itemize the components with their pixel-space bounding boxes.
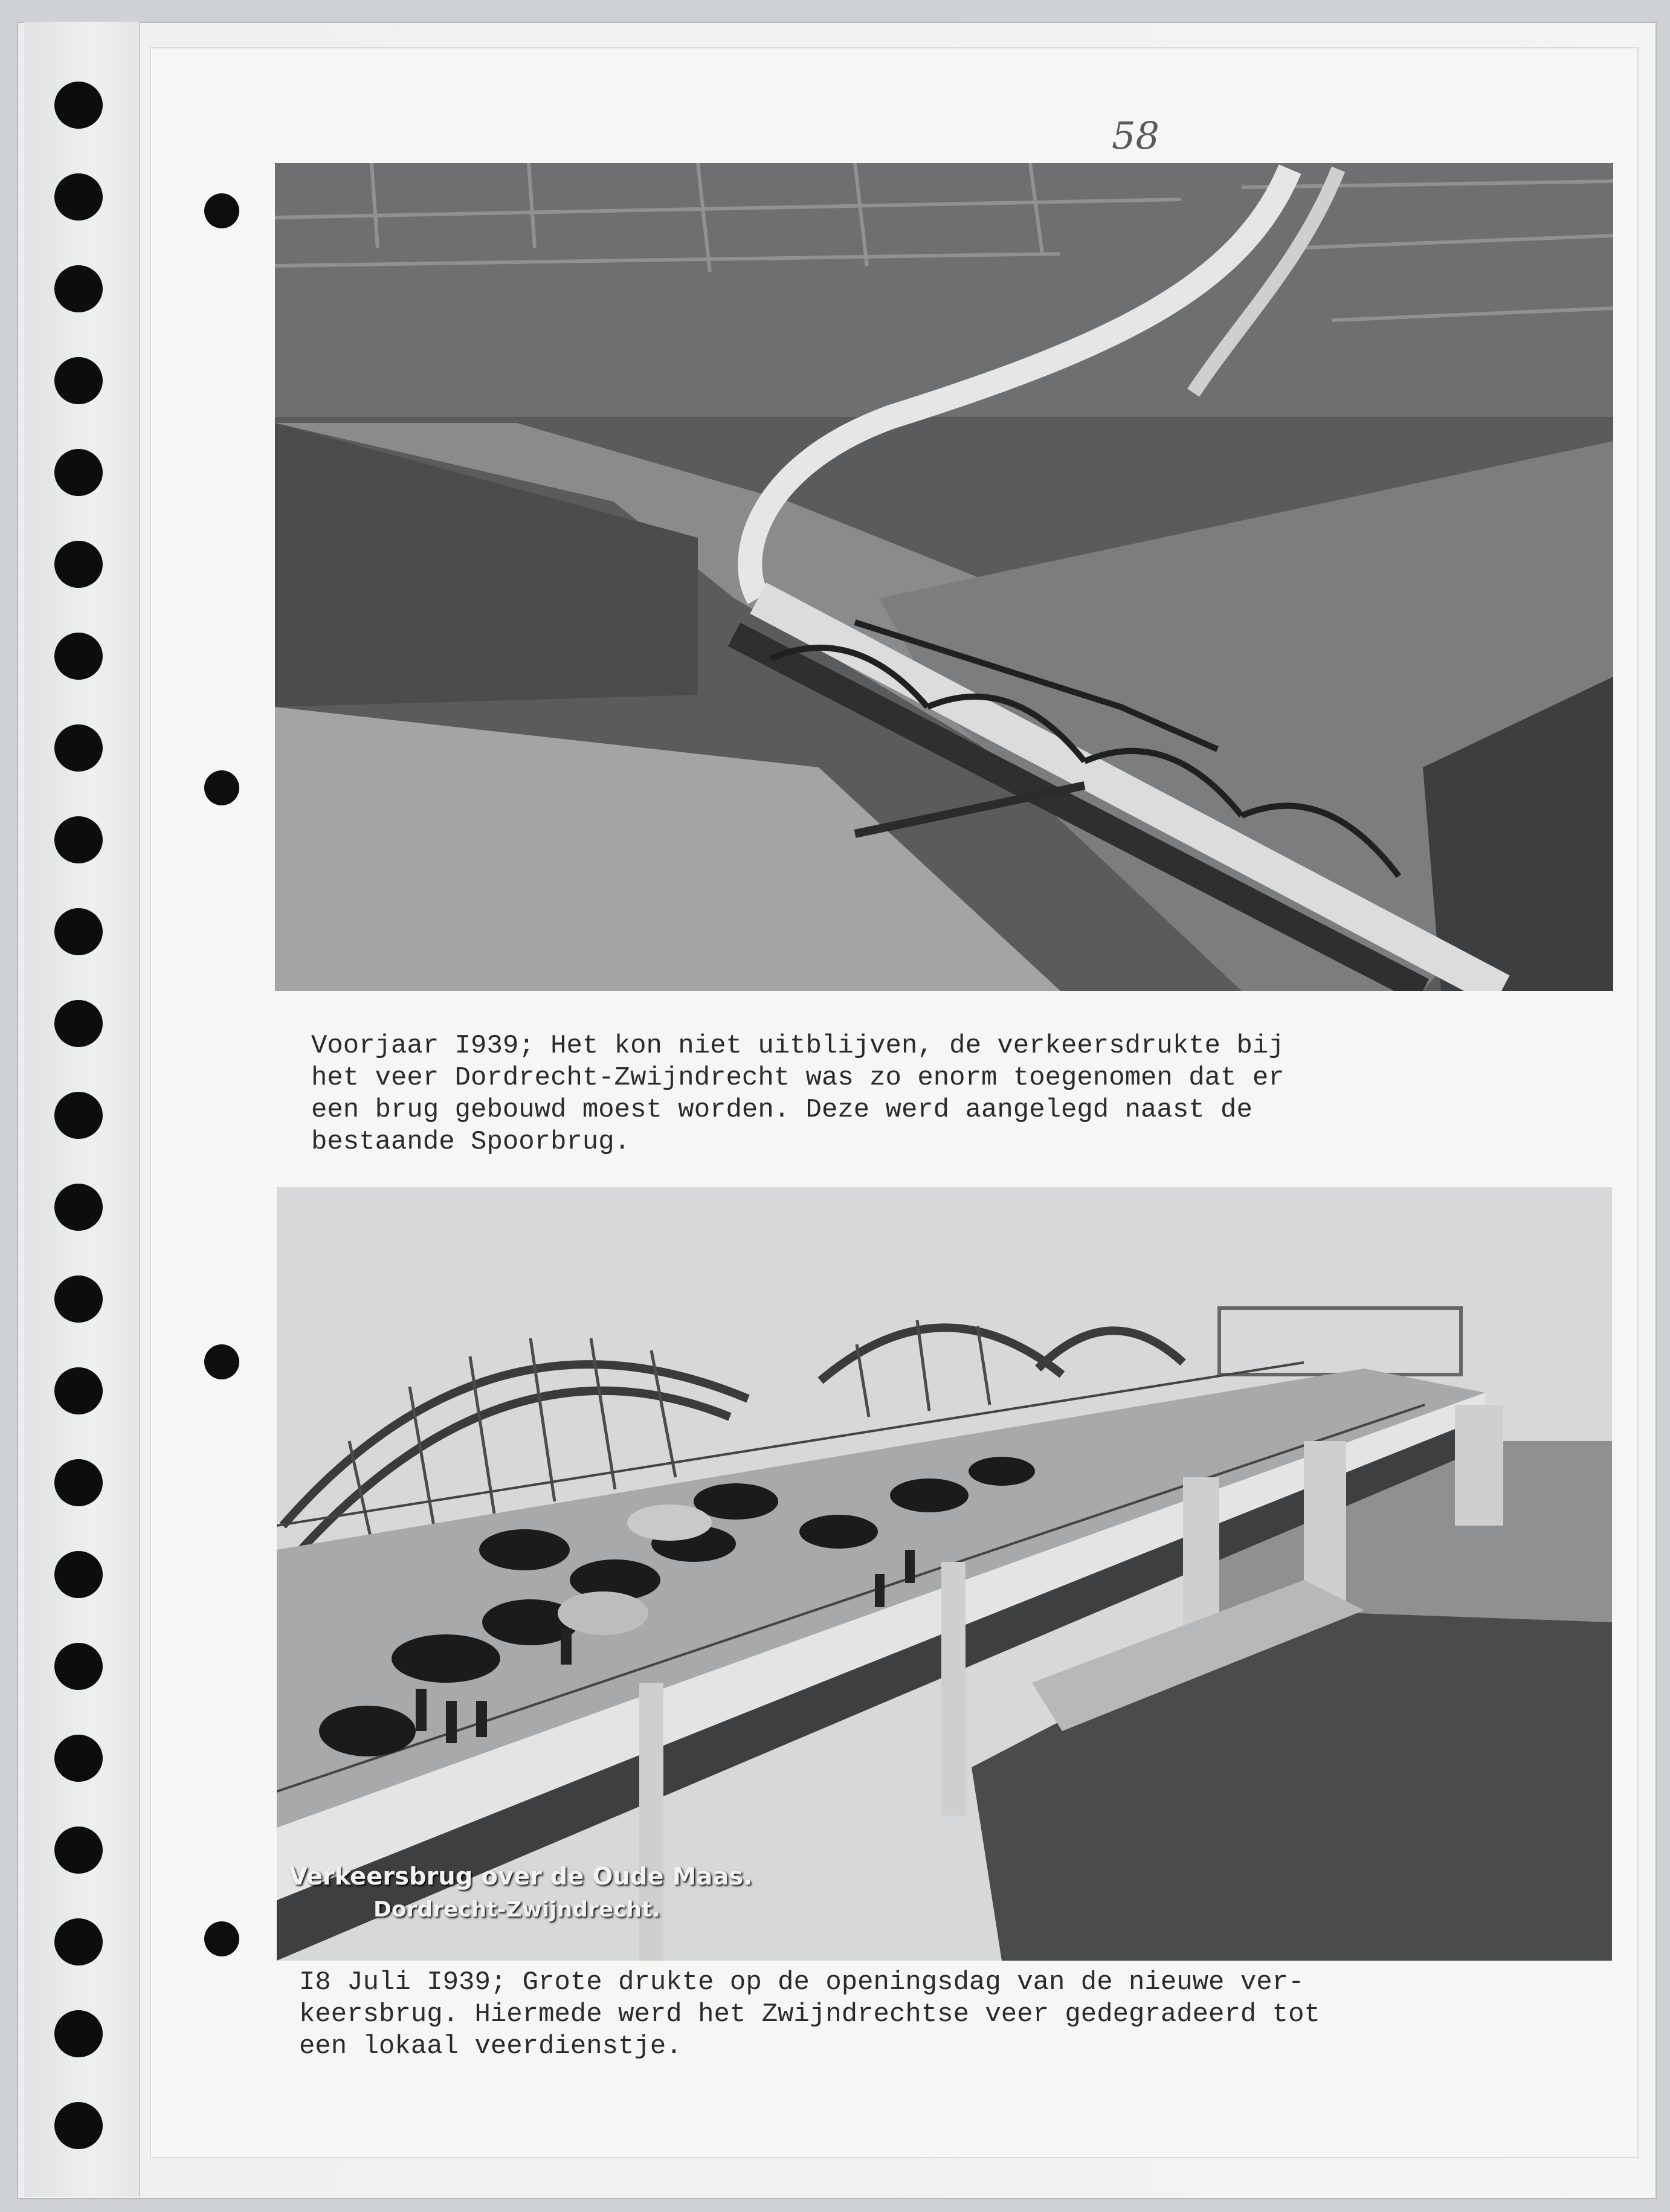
sleeve-punch-hole xyxy=(54,173,103,221)
binder-hole-3 xyxy=(204,1344,239,1379)
aerial-photo-bridge xyxy=(275,163,1613,991)
sleeve-punch-hole xyxy=(54,1551,103,1598)
sleeve-punch-hole xyxy=(54,265,103,312)
binder-hole-4 xyxy=(204,1921,239,1956)
sleeve-punch-hole xyxy=(54,2102,103,2149)
sleeve-punch-hole xyxy=(54,541,103,588)
postcard-photo-graphic xyxy=(277,1187,1612,1961)
sleeve-punch-hole xyxy=(54,1000,103,1047)
postcard-label-subtitle: Dordrecht-Zwijndrecht. xyxy=(373,1897,660,1922)
sleeve-punch-hole xyxy=(54,816,103,863)
aerial-photo-graphic xyxy=(275,163,1613,991)
sleeve-punch-hole xyxy=(54,1827,103,1874)
sleeve-punch-hole xyxy=(54,1092,103,1139)
caption-top: Voorjaar I939; Het kon niet uitblijven, de verkeersdrukte bij het veer Dordrecht-Zwijndrecht was zo enorm toegenomen dat er een brug gebouwd moest worden. Deze werd aangelegd naast de bestaande Spoorbrug. xyxy=(311,1031,1285,1157)
sleeve-punch-hole xyxy=(54,724,103,772)
sleeve-punch-hole xyxy=(54,82,103,129)
postcard-photo-bridge-opening xyxy=(277,1187,1612,1961)
binder-hole-2 xyxy=(204,770,239,805)
sleeve-punch-hole xyxy=(54,1367,103,1414)
sleeve-punch-hole xyxy=(54,908,103,955)
sleeve-punch-hole xyxy=(54,1275,103,1323)
sleeve-punch-hole xyxy=(54,357,103,404)
sleeve-punch-hole xyxy=(54,449,103,496)
sleeve-punch-hole xyxy=(54,2010,103,2057)
caption-bottom: I8 Juli I939; Grote drukte op de openingsdag van de nieuwe ver- keersbrug. Hiermede werd het Zwijndrechtse veer gedegradeerd tot een lokaal veerdienstje. xyxy=(299,1967,1320,2062)
sleeve-punch-hole xyxy=(54,1643,103,1690)
sleeve-punch-hole xyxy=(54,1184,103,1231)
page-number: 58 xyxy=(1112,114,1159,158)
sleeve-punch-hole xyxy=(54,1918,103,1965)
postcard-label-title: Verkeersbrug over de Oude Maas. xyxy=(289,1863,753,1891)
sleeve-punch-hole xyxy=(54,1735,103,1782)
sleeve-punch-hole xyxy=(54,1459,103,1506)
album-page xyxy=(151,48,1637,2157)
sleeve-punch-hole xyxy=(54,633,103,680)
binder-hole-1 xyxy=(204,193,239,228)
